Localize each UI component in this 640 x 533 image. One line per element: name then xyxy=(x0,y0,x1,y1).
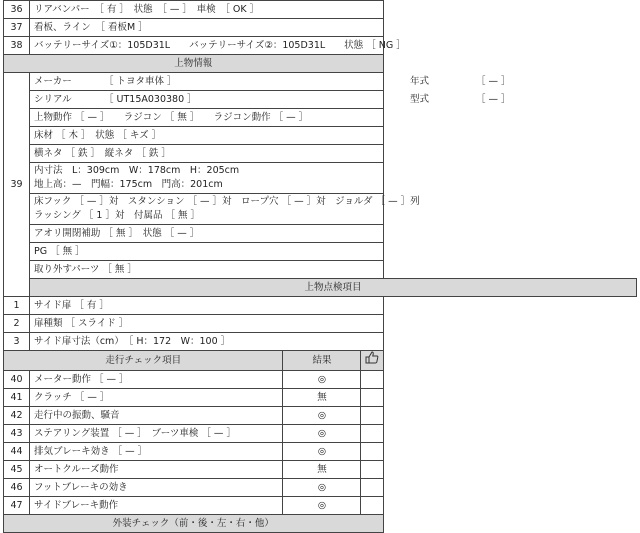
section-title-gaisou: 外装チェック（前・後・左・右・他） xyxy=(4,515,384,533)
result-cell: ◎ xyxy=(283,479,361,497)
row-number: 42 xyxy=(4,407,30,425)
year-value: ［ — ］ xyxy=(476,75,511,87)
row-text: 上物動作 ［ — ］ ラジコン ［ 無 ］ ラジコン動作 ［ — ］ xyxy=(30,109,384,127)
row-text: PG ［ 無 ］ xyxy=(30,243,384,261)
row-text: メーター動作 ［ — ］ xyxy=(30,371,283,389)
row-text: 走行中の振動、騒音 xyxy=(30,407,283,425)
row-number: 37 xyxy=(4,19,30,37)
row-number: 47 xyxy=(4,497,30,515)
table-row xyxy=(4,261,637,279)
row-number: 36 xyxy=(4,1,30,19)
row-text: ステアリング装置 ［ — ］ ブーツ車検 ［ — ］ xyxy=(30,425,283,443)
hook-cell xyxy=(30,194,420,225)
row-text: 排気ブレーキ効き ［ — ］ xyxy=(30,443,283,461)
section-header xyxy=(4,55,637,73)
table-row xyxy=(4,443,637,461)
table-row xyxy=(4,479,637,497)
table-row xyxy=(4,389,637,407)
inspection-table xyxy=(3,0,637,533)
row-number: 43 xyxy=(4,425,30,443)
section-title-soukou: 走行チェック項目 xyxy=(4,351,283,371)
row-number: 40 xyxy=(4,371,30,389)
table-row xyxy=(4,73,637,91)
table-row xyxy=(4,461,637,479)
row-text: オートクルーズ動作 xyxy=(30,461,283,479)
table-row xyxy=(4,225,637,243)
row-text: 床材 ［ 木 ］ 状態 ［ キズ ］ xyxy=(30,127,384,145)
result-cell: ◎ xyxy=(283,443,361,461)
row-text: アオリ開閉補助 ［ 無 ］ 状態 ［ — ］ xyxy=(30,225,384,243)
table-row xyxy=(4,1,637,19)
thumbs-up-icon-svg xyxy=(365,351,379,364)
table-row xyxy=(4,91,637,109)
row-text: リアバンパー ［ 有 ］ 状態 ［ — ］ 車検 ［ OK ］ xyxy=(30,1,384,19)
row-number: 1 xyxy=(4,297,30,315)
table-row xyxy=(4,37,637,55)
row-text: 看板、ライン ［ 看板M ］ xyxy=(30,19,384,37)
row-number: 39 xyxy=(4,73,30,297)
row-text: サイドブレーキ動作 xyxy=(30,497,283,515)
section-title-tenken: 上物点検項目 xyxy=(30,279,637,297)
table-row xyxy=(4,194,637,225)
result-cell: ◎ xyxy=(283,497,361,515)
section-title-joubutsu: 上物情報 xyxy=(4,55,384,73)
row-text: 扉種類 ［ スライド ］ xyxy=(30,315,384,333)
hook-line-2: ラッシング ［ 1 ］対 付属品 ［ 無 ］ xyxy=(34,210,201,221)
table-row xyxy=(4,407,637,425)
row-text: サイド扉寸法（cm） ［ H：172 W：100 ］ xyxy=(30,333,384,351)
row-number: 3 xyxy=(4,333,30,351)
row-text: サイド扉 ［ 有 ］ xyxy=(30,297,384,315)
serial-label: シリアル xyxy=(34,93,72,105)
table-row xyxy=(4,315,637,333)
type-label: 型式 xyxy=(410,93,430,105)
row-number: 38 xyxy=(4,37,30,55)
section-header xyxy=(4,515,637,533)
dimension-line-2: 地上高：— 門幅：175cm 門高：201cm xyxy=(34,179,223,190)
dimension-line-1: 内寸法 L：309cm W：178cm H：205cm xyxy=(34,165,240,176)
table-row xyxy=(4,127,637,145)
thumbs-up-icon xyxy=(361,351,383,371)
row-number: 44 xyxy=(4,443,30,461)
row-text: クラッチ ［ — ］ xyxy=(30,389,283,407)
table-row xyxy=(4,145,637,163)
serial-value: ［ UT15A030380 ］ xyxy=(104,93,197,105)
row-number: 46 xyxy=(4,479,30,497)
table-row xyxy=(4,333,637,351)
year-label: 年式 xyxy=(410,75,430,87)
table-row xyxy=(4,371,637,389)
row-text: フットブレーキの効き xyxy=(30,479,283,497)
hook-line-1: 床フック ［ — ］対 スタンション ［ — ］対 ロープ穴 ［ — ］対 ジョルダ ［ — ］列 xyxy=(34,196,420,207)
result-cell: 無 xyxy=(283,461,361,479)
row-number: 2 xyxy=(4,315,30,333)
table-row xyxy=(4,19,637,37)
section-header xyxy=(4,351,637,371)
table-row xyxy=(4,297,637,315)
maker-label: メーカー xyxy=(34,75,72,87)
result-cell: ◎ xyxy=(283,407,361,425)
inspection-sheet xyxy=(3,0,637,533)
maker-cell xyxy=(30,73,511,91)
result-cell: 無 xyxy=(283,389,361,407)
row-number: 45 xyxy=(4,461,30,479)
result-cell: ◎ xyxy=(283,425,361,443)
table-row xyxy=(4,425,637,443)
dimension-cell xyxy=(30,163,384,194)
table-row xyxy=(4,243,637,261)
table-row xyxy=(4,163,637,194)
table-row xyxy=(4,497,637,515)
serial-cell xyxy=(30,91,511,109)
table-row xyxy=(4,109,637,127)
row-text: 横ネタ ［ 鉄 ］ 縦ネタ ［ 鉄 ］ xyxy=(30,145,384,163)
type-value: ［ — ］ xyxy=(476,93,511,105)
section-header xyxy=(4,279,637,297)
maker-value: ［ トヨタ車体 ］ xyxy=(104,75,177,87)
result-cell: ◎ xyxy=(283,371,361,389)
result-header: 結果 xyxy=(283,351,361,371)
row-text: バッテリーサイズ①：105D31L バッテリーサイズ②：105D31L 状態 ［ NG ］ xyxy=(30,37,384,55)
row-text: 取り外すパーツ ［ 無 ］ xyxy=(30,261,384,279)
row-number: 41 xyxy=(4,389,30,407)
